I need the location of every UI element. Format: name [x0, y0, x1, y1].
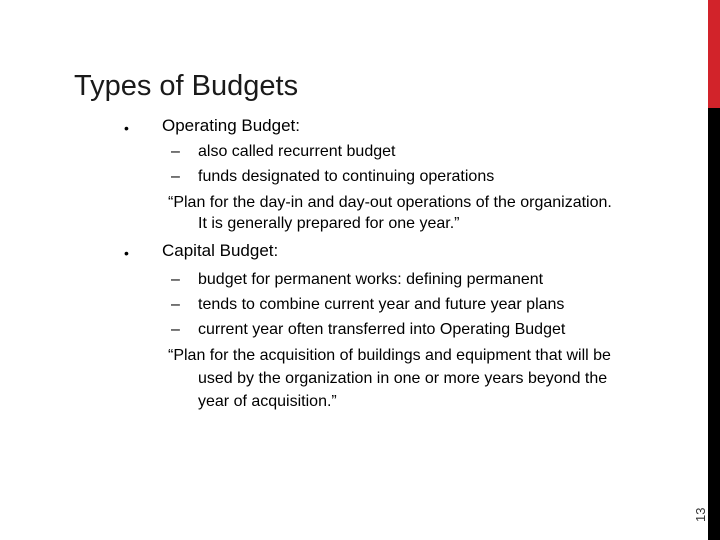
dash-marker: – — [171, 168, 180, 185]
bullet-marker: • — [124, 120, 129, 136]
quote-line: year of acquisition.” — [198, 393, 337, 410]
quote-line: “Plan for the acquisition of buildings and equipment that will be — [168, 347, 611, 364]
bullet-marker: • — [124, 245, 129, 261]
slide-title: Types of Budgets — [74, 70, 299, 102]
sub-item: funds designated to continuing operations — [198, 168, 495, 185]
sub-item: budget for permanent works: defining permanent — [198, 271, 544, 288]
slide-number: 13 — [693, 507, 708, 522]
bullet-heading-capital: Capital Budget: — [162, 241, 279, 260]
dash-marker: – — [171, 296, 180, 313]
dash-marker: – — [171, 321, 180, 338]
sub-item: also called recurrent budget — [198, 143, 396, 160]
quote-line: used by the organization in one or more years beyond the — [198, 370, 608, 387]
side-accent — [708, 0, 720, 108]
quote-line: “Plan for the day-in and day-out operations of the organization. — [168, 194, 612, 211]
sub-item: current year often transferred into Operating Budget — [198, 321, 566, 338]
sub-item: tends to combine current year and future year plans — [198, 296, 565, 313]
bullet-heading-operating: Operating Budget: — [162, 116, 300, 135]
dash-marker: – — [171, 143, 180, 160]
dash-marker: – — [171, 271, 180, 288]
quote-line: It is generally prepared for one year.” — [198, 215, 460, 232]
